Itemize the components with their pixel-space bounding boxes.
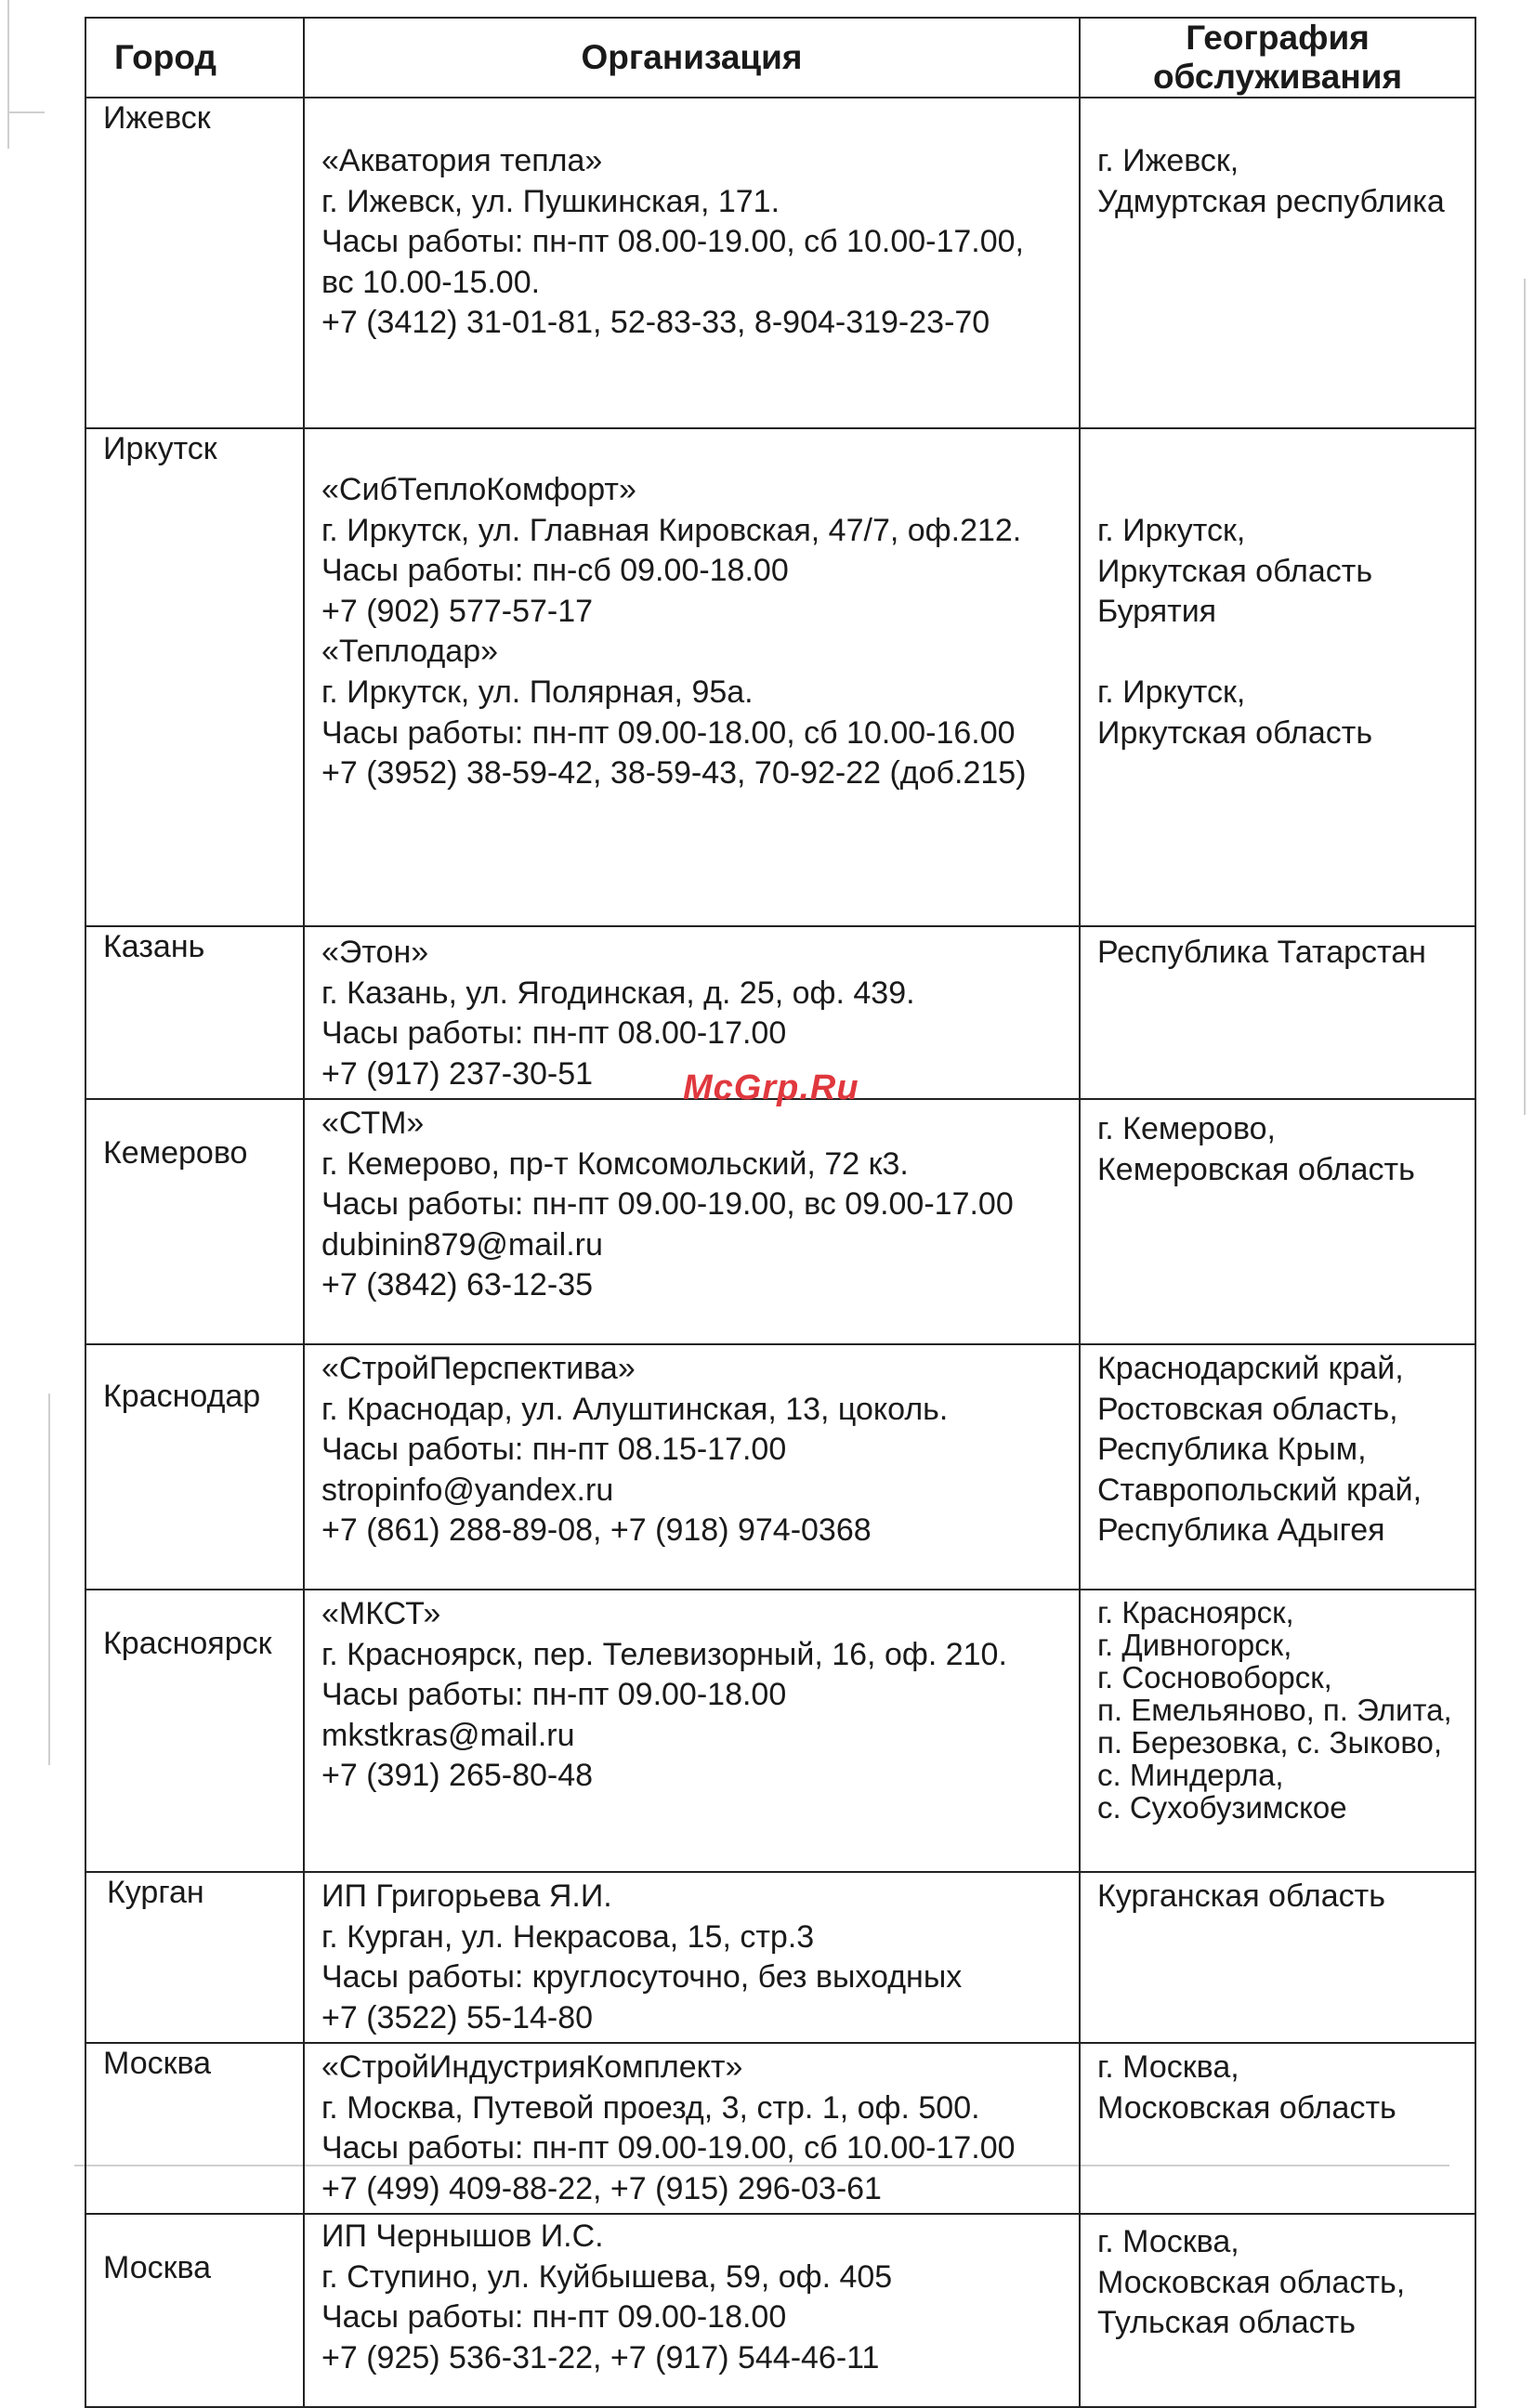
geo-line: с. Миндерла, — [1097, 1758, 1284, 1792]
org-address: г. Курган, ул. Некрасова, 15, стр.3 — [321, 1918, 815, 1955]
city-name: Москва — [103, 2046, 212, 2081]
geo-line: Ставропольский край, — [1097, 1472, 1423, 1508]
org-name: «СибТеплоКомфорт» — [321, 472, 636, 507]
city-name: Краснодар — [103, 1379, 261, 1414]
crop-mark-left-rule — [7, 111, 45, 113]
city-cell — [85, 926, 304, 1099]
org-address: г. Казань, ул. Ягодинская, д. 25, оф. 439. — [321, 975, 915, 1011]
geography-cell — [1080, 926, 1475, 1099]
geo-line: г. Кемерово, — [1097, 1111, 1276, 1146]
table-row — [85, 1099, 1475, 1344]
geo-line: Московская область, — [1097, 2264, 1406, 2300]
geo-line: Курганская область — [1097, 1878, 1385, 1914]
org-phone: +7 (902) 577-57-17 — [321, 593, 594, 629]
org-address: г. Кемерово, пр-т Комсомольский, 72 к3. — [321, 1145, 909, 1182]
org-name: «СтройИндустрияКомплект» — [321, 2049, 743, 2085]
geo-line: г. Ижевск, — [1097, 143, 1239, 178]
header-geography-line2: обслуживания — [1152, 58, 1403, 96]
org-address: г. Ступино, ул. Куйбышева, 59, оф. 405 — [321, 2258, 893, 2295]
org-phone: +7 (861) 288-89-08, +7 (918) 974-0368 — [321, 1512, 872, 1549]
table-row — [85, 1590, 1475, 1872]
org-phone: +7 (3412) 31-01-81, 52-83-33, 8-904-319-23-70 — [321, 305, 990, 341]
org-email: stropinfo@yandex.ru — [321, 1472, 614, 1508]
org-phone: +7 (3522) 55-14-80 — [321, 1999, 594, 2035]
table-row — [85, 428, 1475, 926]
org-address: г. Ижевск, ул. Пушкинская, 171. — [321, 183, 780, 219]
org-hours: Часы работы: пн-пт 09.00-18.00 — [321, 1677, 787, 1713]
org-name: «Этон» — [321, 935, 429, 970]
city-cell — [85, 1344, 304, 1590]
crop-mark-left-top — [7, 0, 9, 149]
city-cell — [85, 2214, 304, 2407]
org-name: ИП Григорьева Я.И. — [321, 1878, 612, 1914]
organization-cell — [304, 428, 1080, 926]
organization-cell — [304, 1872, 1080, 2043]
city-name: Москва — [103, 2250, 212, 2285]
table-row — [85, 1344, 1475, 1590]
org-name: «МКСТ» — [321, 1596, 441, 1631]
geo-line: г. Москва, — [1097, 2049, 1239, 2085]
city-name: Ижевск — [103, 100, 211, 136]
header-geography-line1: География — [1186, 19, 1370, 57]
dealer-table — [85, 17, 1476, 2408]
city-name: Курган — [107, 1875, 204, 1910]
header-city: Город — [85, 18, 304, 98]
table-row — [85, 2214, 1475, 2407]
org-hours: Часы работы: пн-пт 08.00-19.00, сб 10.00-17.00, — [321, 224, 1024, 260]
geo-line: Республика Адыгея — [1097, 1512, 1385, 1549]
geo-line: п. Березовка, с. Зыково, — [1097, 1725, 1443, 1760]
org-hours: Часы работы: пн-пт 09.00-19.00, сб 10.00-17.00 — [321, 2130, 1016, 2166]
geo-line: Краснодарский край, — [1097, 1351, 1404, 1386]
geo-line: Тульская область — [1097, 2305, 1356, 2341]
geo-line: п. Емельяново, п. Элита, — [1097, 1693, 1452, 1727]
geo-line: Иркутская область — [1097, 714, 1373, 751]
org-phone: +7 (925) 536-31-22, +7 (917) 544-46-11 — [321, 2339, 880, 2375]
org-hours: Часы работы: пн-пт 09.00-18.00 — [321, 2299, 787, 2336]
organization-cell — [304, 1590, 1080, 1872]
geo-line: г. Москва, — [1097, 2224, 1239, 2259]
geo-line: Кемеровская область — [1097, 1151, 1415, 1187]
org-phone: +7 (3842) 63-12-35 — [321, 1267, 594, 1303]
org-address: г. Иркутск, ул. Полярная, 95а. — [321, 674, 754, 710]
org-phone: +7 (391) 265-80-48 — [321, 1758, 594, 1794]
watermark: McGrp.Ru — [683, 1068, 859, 1107]
geography-cell — [1080, 1344, 1475, 1590]
org-address: г. Краснодар, ул. Алуштинская, 13, цоколь. — [321, 1391, 949, 1427]
org-name: «Акватория тепла» — [321, 143, 603, 178]
city-name: Казань — [103, 929, 205, 964]
geo-line: г. Дивногорск, — [1097, 1628, 1292, 1662]
crop-mark-right-mid — [1524, 279, 1526, 1115]
org-hours: Часы работы: круглосуточно, без выходных — [321, 1959, 963, 1996]
org-hours: Часы работы: пн-пт 08.15-17.00 — [321, 1432, 787, 1468]
org-address: г. Иркутск, ул. Главная Кировская, 47/7, оф.212. — [321, 512, 1022, 548]
geo-line: с. Сухобузимское — [1097, 1790, 1347, 1825]
org-hours: Часы работы: пн-сб 09.00-18.00 — [321, 553, 789, 589]
geo-line: Бурятия — [1097, 594, 1217, 630]
table-row — [85, 2043, 1475, 2214]
geography-cell — [1080, 1872, 1475, 2043]
organization-cell — [304, 2214, 1080, 2407]
org-phone: +7 (3952) 38-59-42, 38-59-43, 70-92-22 (доб.215) — [321, 755, 1027, 792]
city-cell — [85, 2043, 304, 2214]
header-organization: Организация — [304, 18, 1080, 98]
org-hours: Часы работы: пн-пт 09.00-19.00, вс 09.00-17.00 — [321, 1186, 1014, 1223]
geo-line: г. Сосновоборск, — [1097, 1660, 1332, 1695]
geography-cell — [1080, 2214, 1475, 2407]
org-hours: Часы работы: пн-пт 09.00-18.00, сб 10.00-16.00 — [321, 714, 1016, 751]
org-address: г. Красноярск, пер. Телевизорный, 16, оф. 210. — [321, 1636, 1007, 1672]
header-geography — [1080, 18, 1475, 98]
geography-cell — [1080, 1590, 1475, 1872]
org-hours-cont: вс 10.00-15.00. — [321, 264, 541, 300]
table-row — [85, 98, 1475, 428]
geo-gap — [1097, 633, 1475, 674]
org-email: mkstkras@mail.ru — [321, 1717, 575, 1753]
table-row — [85, 1872, 1475, 2043]
geo-line: Иркутская область — [1097, 553, 1373, 589]
crop-mark-left-mid — [48, 1394, 50, 1765]
organization-cell — [304, 1099, 1080, 1344]
org-name: «СТМ» — [321, 1106, 425, 1141]
geography-cell — [1080, 1099, 1475, 1344]
org-name: ИП Чернышов И.С. — [321, 2218, 604, 2254]
org-phone: +7 (499) 409-88-22, +7 (915) 296-03-61 — [321, 2170, 882, 2206]
org-name: «СтройПерспектива» — [321, 1351, 636, 1386]
city-cell — [85, 428, 304, 926]
table-header-row — [85, 18, 1475, 98]
city-name: Красноярск — [103, 1626, 272, 1661]
geo-line: Ростовская область, — [1097, 1391, 1398, 1427]
org-phone: +7 (917) 237-30-51 — [321, 1055, 594, 1092]
city-name: Кемерово — [103, 1135, 248, 1171]
city-name: Иркутск — [103, 431, 217, 466]
geography-cell — [1080, 428, 1475, 926]
org-email: dubinin879@mail.ru — [321, 1226, 603, 1263]
geo-line: Удмуртская республика — [1097, 183, 1445, 219]
organization-cell — [304, 1344, 1080, 1590]
geo-line: г. Иркутск, — [1097, 513, 1246, 548]
org-hours: Часы работы: пн-пт 08.00-17.00 — [321, 1015, 787, 1052]
geo-line: Республика Татарстан — [1097, 935, 1426, 970]
city-cell — [85, 1872, 304, 2043]
geo-line: Московская область — [1097, 2089, 1396, 2126]
organization-cell — [304, 2043, 1080, 2214]
geo-line: г. Иркутск, — [1097, 674, 1246, 711]
city-cell — [85, 1590, 304, 1872]
city-cell — [85, 98, 304, 428]
organization-cell — [304, 98, 1080, 428]
geo-line: г. Красноярск, — [1097, 1595, 1294, 1629]
geo-line: Республика Крым, — [1097, 1432, 1367, 1468]
geography-cell — [1080, 98, 1475, 428]
city-cell — [85, 1099, 304, 1344]
geography-cell — [1080, 2043, 1475, 2214]
org-address: г. Москва, Путевой проезд, 3, стр. 1, оф. 500. — [321, 2089, 980, 2126]
org-name: «Теплодар» — [321, 634, 499, 670]
